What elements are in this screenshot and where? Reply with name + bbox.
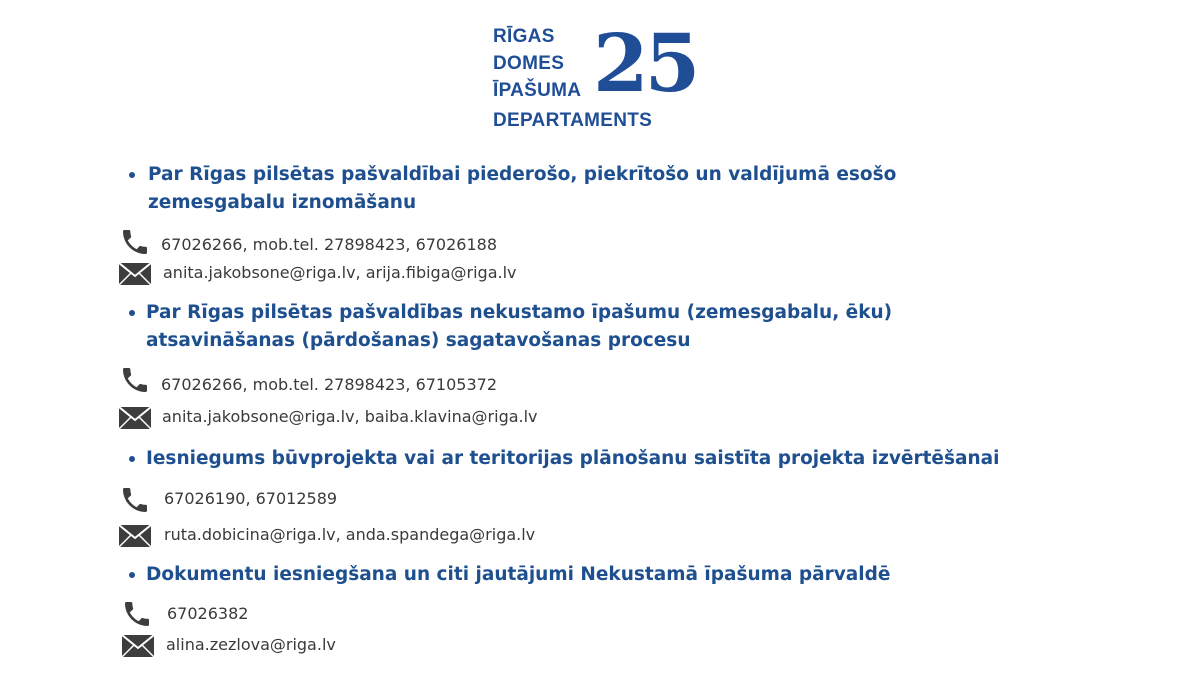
phone-icon — [120, 598, 154, 630]
bullet — [129, 572, 135, 578]
email-addresses[interactable]: anita.jakobsone@riga.lv, arija.fibiga@riga.lv — [163, 263, 517, 282]
logo-line-4: DEPARTAMENTS — [493, 110, 653, 131]
phone-numbers: 67026266, mob.tel. 27898423, 67105372 — [161, 375, 498, 394]
section-topic-line: Iesniegums būvprojekta vai ar teritorijas plānošanu saistīta projekta izvērtēšanai — [146, 448, 1000, 469]
bullet — [129, 310, 135, 316]
envelope-icon — [121, 634, 155, 658]
envelope-icon — [118, 524, 152, 548]
section-topic-line: Dokumentu iesniegšana un citi jautājumi Nekustamā īpašuma pārvaldē — [146, 564, 891, 585]
email-addresses[interactable]: ruta.dobicina@riga.lv, anda.spandega@riga.lv — [164, 525, 536, 544]
phone-numbers: 67026190, 67012589 — [164, 489, 338, 508]
department-logo — [493, 16, 713, 137]
logo-line-3: ĪPAŠUMA — [493, 80, 582, 101]
bullet — [129, 172, 135, 178]
section-topic-line: atsavināšanas (pārdošanas) sagatavošanas procesu — [146, 330, 691, 351]
email-addresses[interactable]: anita.jakobsone@riga.lv, baiba.klavina@riga.lv — [162, 407, 538, 426]
envelope-icon — [118, 262, 152, 286]
section-topic-line: Par Rīgas pilsētas pašvaldībai piederošo, piekrītošo un valdījumā esošo — [148, 164, 897, 185]
phone-icon — [118, 226, 152, 258]
bullet — [129, 456, 135, 462]
email-addresses[interactable]: alina.zezlova@riga.lv — [166, 635, 336, 654]
phone-numbers: 67026382 — [167, 604, 249, 623]
phone-numbers: 67026266, mob.tel. 27898423, 67026188 — [161, 235, 498, 254]
logo-number: 25 — [593, 16, 697, 110]
phone-icon — [118, 484, 152, 516]
envelope-icon — [118, 406, 152, 430]
logo-line-2: DOMES — [493, 53, 565, 74]
section-topic-line: Par Rīgas pilsētas pašvaldības nekustamo īpašumu (zemesgabalu, ēku) — [146, 302, 893, 323]
phone-icon — [118, 364, 152, 396]
section-topic-line: zemesgabalu iznomāšanu — [148, 192, 417, 213]
logo-line-1: RĪGAS — [493, 26, 555, 47]
